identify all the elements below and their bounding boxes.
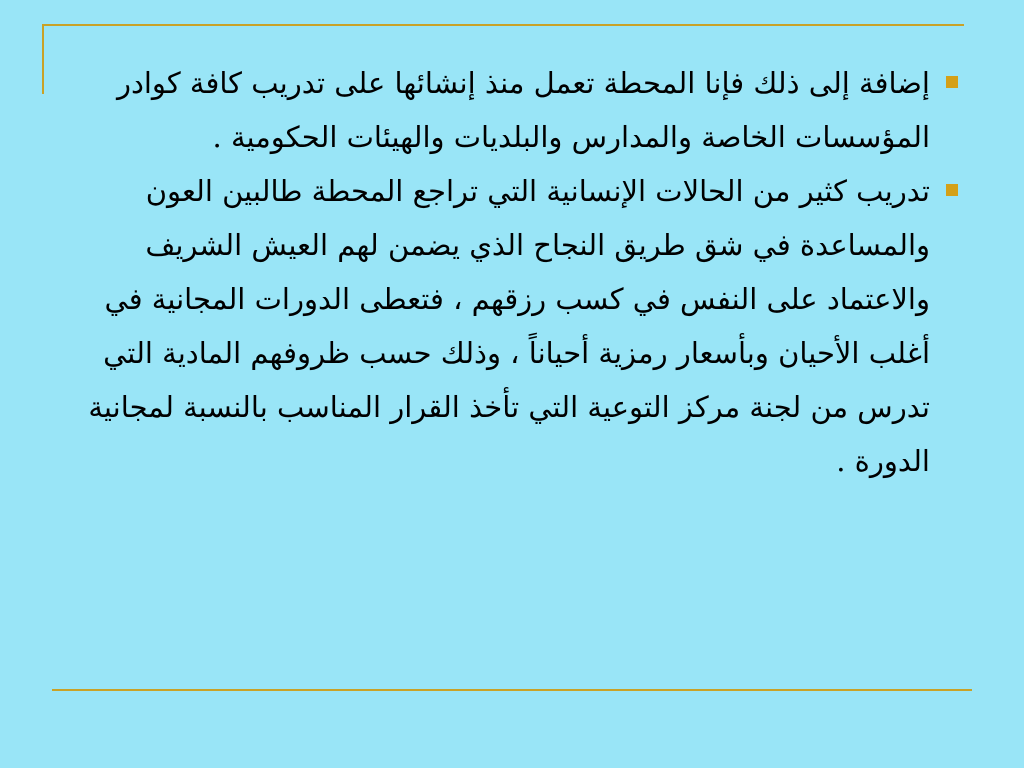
slide-body [70,56,960,488]
square-bullet-icon [946,184,958,196]
bottom-divider-line [52,689,972,691]
left-accent-line [42,24,44,94]
bullet-text: إضافة إلى ذلك فإنا المحطة تعمل منذ إنشائها على تدريب كافة كوادر المؤسسات الخاصة والمدارس والبلديات والهيئات الحكومية . [107,66,930,154]
top-divider-line [42,24,964,26]
bullet-text: تدريب كثير من الحالات الإنسانية التي تراجع المحطة طالبين العون والمساعدة في شق طريق النجاح الذي يضمن لهم العيش الشريف والاعتماد على النفس في كسب رزقهم ، فتعطى الدورات المجانية في أغلب الأحيان وبأسعار رمزية أحياناً ، وذلك حسب ظروفهم المادية التي تدرس من لجنة مركز التوعية التي تأخذ القرار المناسب بالنسبة لمجانية الدورة . [79,174,930,478]
bullet-item [70,164,960,488]
bullet-item [70,56,960,164]
square-bullet-icon [946,76,958,88]
